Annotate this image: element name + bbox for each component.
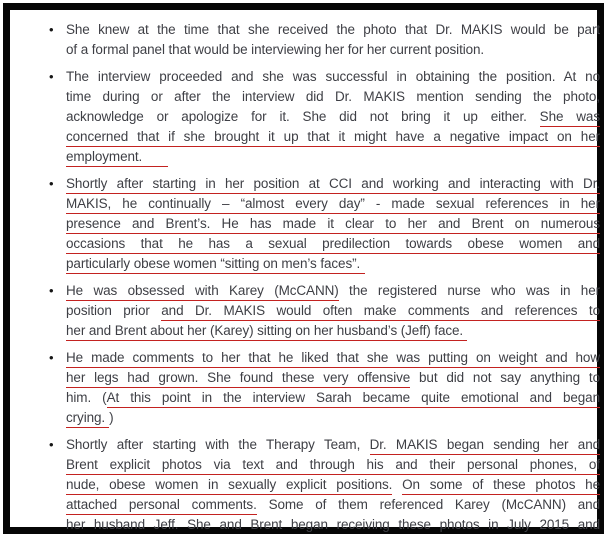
bullet-text-column [66,435,600,535]
red-underlined-text: He was obsessed with Karey (McCANN) [66,283,339,301]
text-run: but did not say anything to [410,370,600,385]
text-line [66,301,600,321]
document-body [23,20,607,537]
bullet-item [23,435,607,535]
bullet-icon: • [49,176,54,191]
text-run [392,477,402,492]
bullet-icon: • [49,22,54,37]
text-line [66,435,600,455]
text-line [66,388,600,408]
bullet-item [23,20,607,60]
red-underlined-text: employment. [66,149,168,167]
text-line [66,475,600,495]
text-line [66,40,600,60]
text-line [66,281,600,301]
red-underlined-text: her and Brent about her (Karey) sitting on her husband’s (Jeff) face. [66,323,467,341]
red-underlined-text: Brent explicit photos via text and through his and their personal phones, of [66,457,600,475]
red-underlined-text: her legs had grown. She found these very offensive [66,370,410,388]
red-underlined-text: On some of these photos he [402,477,600,495]
red-underlined-text: nude, obese women in sexually explicit positions. [66,477,392,495]
red-underlined-text: She was [540,109,600,127]
text-line [66,67,600,87]
text-run: ) [109,410,114,425]
text-line [66,515,600,535]
text-line [66,348,600,368]
red-underlined-text: attached personal comments. [66,497,257,515]
text-run: of a formal panel that would be interviewing her for her current position. [66,42,485,57]
text-line [66,87,600,107]
text-run: her husband Jeff. She and Brent began receiving these photos in July 2015 and [66,517,600,532]
red-underlined-text: presence and Brent’s. He has made it clear to her and Brent on numerous [66,216,600,234]
red-underlined-text: Shortly after starting in her position at CCI and working and interacting with Dr. [66,176,600,194]
text-line [66,20,600,40]
text-line [66,234,600,254]
text-line [66,254,600,274]
bullet-item [23,348,607,428]
red-underlined-text: MAKIS, he continually – “almost every day” - made sexual references in her [66,196,600,214]
bullet-text-column [66,348,600,428]
bullet-icon: • [49,69,54,84]
text-run: position prior [66,303,162,318]
text-line [66,107,600,127]
bullet-text-column [66,174,600,274]
text-run: him. ( [66,390,107,405]
text-run: Shortly after starting with the Therapy Team, [66,437,370,452]
text-line [66,194,600,214]
red-underlined-text: concerned that if she brought it up that it might have a negative impact on her [66,129,600,147]
bullet-text-column [66,281,600,341]
text-line [66,321,600,341]
text-line [66,214,600,234]
bullet-icon: • [49,350,54,365]
red-underlined-text: occasions that he has a sexual predilection towards obese women and [66,236,600,254]
bullet-item [23,281,607,341]
text-run: Some of them referenced Karey (McCANN) and [256,497,600,512]
bullet-item [23,67,607,167]
text-line [66,495,600,515]
red-underlined-text: At this point in the interview Sarah became quite emotional and began [107,390,600,408]
bullet-item [23,174,607,274]
red-underlined-text: He made comments to her that he liked that she was putting on weight and how [66,350,600,368]
bullet-icon: • [49,283,54,298]
page-border-frame [3,3,604,534]
bullet-text-column [66,20,600,60]
bullet-text-column [66,67,600,167]
red-underlined-text: particularly obese women “sitting on men’s faces”. [66,256,365,274]
text-line [66,455,600,475]
text-run: acknowledge or apologize for it. She did not bring it up either. [66,109,540,124]
text-line [66,368,600,388]
red-underlined-text: Dr. MAKIS began sending her and [370,437,600,455]
text-line [66,147,600,167]
text-run: time during or after the interview did Dr. MAKIS mention sending the photo, [66,89,600,104]
text-run: She knew at the time that she received the photo that Dr. MAKIS would be part [66,22,600,37]
text-line [66,408,600,428]
red-underlined-text: and Dr. MAKIS would often make comments and references to [161,303,600,321]
text-line [66,127,600,147]
red-underlined-text: crying. [66,410,109,428]
text-run: the registered nurse who was in her [338,283,600,298]
text-run: The interview proceeded and she was successful in obtaining the position. At no [66,69,600,84]
text-line [66,174,600,194]
bullet-icon: • [49,437,54,452]
